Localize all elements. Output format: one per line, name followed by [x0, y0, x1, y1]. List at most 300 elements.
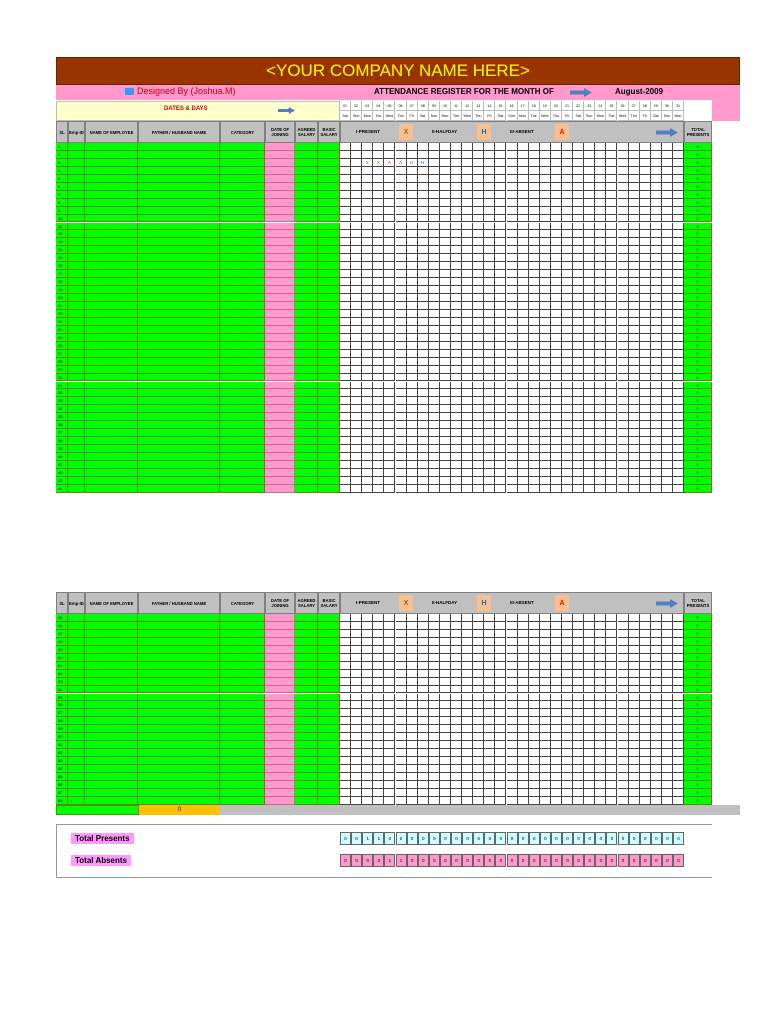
attendance-cell — [373, 167, 384, 175]
emp-id-cell — [68, 326, 85, 334]
attendance-cell — [618, 278, 629, 286]
basic-salary-cell — [318, 334, 340, 342]
attendance-cell — [340, 223, 351, 231]
attendance-cell — [573, 485, 584, 493]
basic-salary-cell — [318, 167, 340, 175]
attendance-cell — [618, 789, 629, 797]
attendance-cell — [584, 678, 595, 686]
category-cell — [220, 630, 265, 638]
agreed-salary-cell — [295, 469, 318, 477]
attendance-cell — [407, 749, 418, 757]
attendance-cell — [451, 302, 462, 310]
emp-id-cell — [68, 310, 85, 318]
attendance-cell — [451, 662, 462, 670]
attendance-cell — [551, 678, 562, 686]
attendance-cell — [507, 453, 518, 461]
date-cell: 14 — [484, 101, 495, 111]
agreed-salary-cell — [295, 286, 318, 294]
table-row — [0, 686, 712, 694]
attendance-cell — [373, 374, 384, 382]
attendance-cell — [540, 797, 551, 805]
name-cell — [85, 622, 138, 630]
attendance-cell — [629, 686, 640, 694]
attendance-cell — [440, 622, 451, 630]
attendance-cell — [618, 413, 629, 421]
attendance-cell — [640, 789, 651, 797]
doj-cell — [265, 405, 295, 413]
attendance-cell — [673, 686, 684, 694]
attendance-cell — [573, 334, 584, 342]
attendance-cell — [484, 413, 495, 421]
sl-cell: 4 — [56, 167, 68, 175]
attendance-cell — [606, 662, 617, 670]
attendance-cell — [618, 678, 629, 686]
attendance-cell — [606, 437, 617, 445]
attendance-cell — [573, 230, 584, 238]
row-total-cell: 0 — [684, 350, 712, 358]
attendance-cell — [373, 366, 384, 374]
attendance-cell — [384, 614, 395, 622]
attendance-cell — [529, 469, 540, 477]
attendance-cell — [618, 421, 629, 429]
row-total-cell: 0 — [684, 741, 712, 749]
attendance-cell — [595, 310, 606, 318]
basic-salary-cell — [318, 437, 340, 445]
table-row — [0, 757, 712, 765]
attendance-cell — [618, 614, 629, 622]
basic-salary-cell — [318, 175, 340, 183]
absent-code: A — [555, 595, 569, 611]
attendance-cell — [451, 686, 462, 694]
attendance-cell — [396, 310, 407, 318]
attendance-cell — [484, 789, 495, 797]
emp-id-cell — [68, 741, 85, 749]
total-absents-cell: 0 — [651, 854, 662, 867]
attendance-cell — [407, 286, 418, 294]
attendance-cell — [473, 789, 484, 797]
attendance-cell — [640, 230, 651, 238]
table-row — [0, 717, 712, 725]
attendance-cell — [640, 477, 651, 485]
attendance-cell — [529, 326, 540, 334]
attendance-cell — [340, 389, 351, 397]
father-name-cell — [138, 366, 220, 374]
attendance-cell — [396, 773, 407, 781]
attendance-cell — [651, 358, 662, 366]
attendance-cell — [518, 358, 529, 366]
attendance-cell — [473, 741, 484, 749]
attendance-cell — [495, 191, 506, 199]
category-cell — [220, 453, 265, 461]
attendance-cell — [606, 286, 617, 294]
attendance-cell — [507, 630, 518, 638]
attendance-cell — [518, 662, 529, 670]
attendance-cell — [606, 461, 617, 469]
category-cell — [220, 654, 265, 662]
attendance-cell — [518, 397, 529, 405]
father-name-cell — [138, 678, 220, 686]
attendance-cell — [584, 469, 595, 477]
attendance-cell — [507, 725, 518, 733]
attendance-cell — [562, 159, 573, 167]
attendance-cell — [484, 453, 495, 461]
attendance-cell — [651, 630, 662, 638]
attendance-cell — [651, 238, 662, 246]
attendance-cell — [529, 254, 540, 262]
emp-id-cell — [68, 207, 85, 215]
attendance-cell — [606, 191, 617, 199]
attendance-cell — [462, 199, 473, 207]
emp-id-cell — [68, 223, 85, 231]
attendance-cell — [418, 709, 429, 717]
name-header: NAME OF EMPLOYEE — [85, 121, 138, 143]
attendance-cell — [384, 469, 395, 477]
attendance-cell — [584, 405, 595, 413]
attendance-cell — [451, 366, 462, 374]
doj-cell — [265, 686, 295, 694]
attendance-cell — [484, 286, 495, 294]
attendance-cell — [462, 207, 473, 215]
attendance-cell — [351, 733, 362, 741]
attendance-cell — [662, 765, 673, 773]
attendance-cell — [462, 461, 473, 469]
emp-id-cell — [68, 429, 85, 437]
attendance-cell — [573, 254, 584, 262]
attendance-cell — [484, 246, 495, 254]
attendance-cell — [551, 405, 562, 413]
attendance-cell — [429, 453, 440, 461]
basic-salary-cell — [318, 614, 340, 622]
attendance-cell — [584, 614, 595, 622]
attendance-cell — [340, 143, 351, 151]
attendance-cell — [407, 646, 418, 654]
attendance-cell — [429, 749, 440, 757]
attendance-cell — [529, 215, 540, 223]
attendance-cell — [651, 614, 662, 622]
attendance-cell — [384, 342, 395, 350]
attendance-cell — [473, 469, 484, 477]
attendance-cell — [618, 445, 629, 453]
total-presents-cell: 0 — [529, 832, 540, 845]
attendance-cell — [451, 191, 462, 199]
emp-id-cell — [68, 143, 85, 151]
doj-cell — [265, 183, 295, 191]
attendance-cell — [407, 678, 418, 686]
father-name-cell — [138, 709, 220, 717]
basic-salary-cell — [318, 773, 340, 781]
total-absents-cell: 0 — [640, 854, 651, 867]
sl-cell: 67 — [56, 789, 68, 797]
category-cell — [220, 405, 265, 413]
row-total-cell: 0 — [684, 246, 712, 254]
attendance-cell — [462, 342, 473, 350]
attendance-cell — [373, 413, 384, 421]
attendance-cell — [351, 183, 362, 191]
attendance-cell — [484, 270, 495, 278]
attendance-cell — [373, 733, 384, 741]
table-row — [0, 183, 712, 191]
attendance-cell — [651, 789, 662, 797]
attendance-cell — [651, 477, 662, 485]
attendance-cell — [384, 405, 395, 413]
category-header: CATEGORY — [220, 121, 265, 143]
attendance-cell — [473, 191, 484, 199]
doj-cell — [265, 167, 295, 175]
attendance-cell — [507, 318, 518, 326]
sl-cell: 60 — [56, 733, 68, 741]
name-cell — [85, 286, 138, 294]
attendance-cell — [351, 429, 362, 437]
attendance-cell — [373, 286, 384, 294]
day-cell: Sun — [662, 111, 673, 121]
attendance-cell — [362, 741, 373, 749]
attendance-cell — [595, 445, 606, 453]
emp-id-cell — [68, 765, 85, 773]
attendance-cell — [451, 374, 462, 382]
attendance-cell — [373, 183, 384, 191]
table-row — [0, 773, 712, 781]
attendance-cell — [573, 686, 584, 694]
attendance-cell — [451, 278, 462, 286]
agreed-salary-cell — [295, 294, 318, 302]
attendance-cell — [451, 246, 462, 254]
attendance-cell — [396, 382, 407, 390]
attendance-cell — [529, 701, 540, 709]
name-cell — [85, 646, 138, 654]
attendance-cell — [407, 733, 418, 741]
table-row — [0, 389, 712, 397]
father-name-cell — [138, 207, 220, 215]
attendance-cell — [373, 445, 384, 453]
attendance-cell — [484, 223, 495, 231]
attendance-cell — [418, 765, 429, 773]
total-absents-cell: 0 — [562, 854, 573, 867]
attendance-cell — [640, 350, 651, 358]
attendance-cell — [518, 238, 529, 246]
attendance-cell — [551, 717, 562, 725]
attendance-cell — [529, 429, 540, 437]
attendance-cell — [462, 238, 473, 246]
attendance-cell — [429, 694, 440, 702]
attendance-cell — [606, 159, 617, 167]
attendance-cell — [340, 302, 351, 310]
attendance-cell — [673, 797, 684, 805]
agreed-salary-cell — [295, 358, 318, 366]
attendance-cell — [573, 694, 584, 702]
attendance-cell — [562, 143, 573, 151]
attendance-cell — [673, 413, 684, 421]
attendance-cell — [484, 646, 495, 654]
name-cell — [85, 215, 138, 223]
attendance-cell — [551, 175, 562, 183]
agreed-salary-cell — [295, 350, 318, 358]
attendance-cell — [396, 429, 407, 437]
row-total-cell: 0 — [684, 159, 712, 167]
attendance-cell — [606, 350, 617, 358]
attendance-cell — [529, 302, 540, 310]
attendance-cell — [518, 286, 529, 294]
agreed-salary-cell — [295, 773, 318, 781]
attendance-cell — [662, 789, 673, 797]
attendance-cell — [629, 429, 640, 437]
total-presents-cell: 0 — [673, 832, 684, 845]
table-row — [0, 797, 712, 805]
attendance-cell — [429, 334, 440, 342]
attendance-cell — [629, 717, 640, 725]
attendance-cell — [451, 238, 462, 246]
attendance-cell — [384, 286, 395, 294]
attendance-cell — [551, 485, 562, 493]
attendance-cell — [495, 725, 506, 733]
attendance-cell — [340, 246, 351, 254]
attendance-cell — [507, 429, 518, 437]
attendance-cell — [573, 310, 584, 318]
category-cell — [220, 733, 265, 741]
attendance-cell — [584, 246, 595, 254]
attendance-cell — [462, 318, 473, 326]
day-cell: Sun — [507, 111, 518, 121]
table-row — [0, 191, 712, 199]
attendance-cell — [673, 350, 684, 358]
attendance-cell — [495, 701, 506, 709]
attendance-cell — [562, 445, 573, 453]
attendance-cell — [362, 199, 373, 207]
attendance-cell — [384, 143, 395, 151]
sl-cell: 17 — [56, 270, 68, 278]
attendance-cell — [362, 694, 373, 702]
attendance-cell — [562, 701, 573, 709]
attendance-cell — [662, 238, 673, 246]
attendance-cell — [351, 294, 362, 302]
father-name-cell — [138, 310, 220, 318]
attendance-cell — [507, 733, 518, 741]
attendance-cell — [618, 358, 629, 366]
total-absents-cell: 1 — [396, 854, 407, 867]
attendance-cell — [573, 453, 584, 461]
attendance-cell — [473, 342, 484, 350]
attendance-cell — [429, 215, 440, 223]
attendance-cell — [373, 262, 384, 270]
attendance-cell — [462, 262, 473, 270]
attendance-cell — [451, 614, 462, 622]
attendance-cell — [551, 238, 562, 246]
attendance-cell — [673, 469, 684, 477]
attendance-cell — [484, 638, 495, 646]
attendance-cell — [551, 630, 562, 638]
attendance-cell — [462, 183, 473, 191]
day-cell: Sat — [651, 111, 662, 121]
attendance-cell — [418, 215, 429, 223]
father-name-cell — [138, 638, 220, 646]
day-cell: Fri — [484, 111, 495, 121]
attendance-cell — [507, 326, 518, 334]
attendance-cell — [340, 294, 351, 302]
attendance-cell — [562, 167, 573, 175]
attendance-cell — [351, 334, 362, 342]
category-cell — [220, 270, 265, 278]
attendance-cell — [584, 709, 595, 717]
attendance-cell — [351, 382, 362, 390]
attendance-cell — [362, 765, 373, 773]
attendance-cell — [673, 199, 684, 207]
attendance-cell — [529, 175, 540, 183]
attendance-cell — [451, 445, 462, 453]
row-total-cell: 0 — [684, 797, 712, 805]
attendance-cell — [495, 389, 506, 397]
category-cell — [220, 757, 265, 765]
attendance-cell — [651, 342, 662, 350]
attendance-cell — [640, 199, 651, 207]
attendance-cell — [373, 382, 384, 390]
attendance-cell — [640, 614, 651, 622]
name-cell — [85, 670, 138, 678]
attendance-cell — [551, 143, 562, 151]
attendance-cell — [484, 421, 495, 429]
attendance-cell — [573, 151, 584, 159]
attendance-cell — [618, 485, 629, 493]
attendance-cell — [340, 175, 351, 183]
attendance-cell — [495, 413, 506, 421]
row-total-cell: 0 — [684, 781, 712, 789]
attendance-cell — [540, 223, 551, 231]
attendance-cell — [440, 262, 451, 270]
basic-salary-cell — [318, 709, 340, 717]
row-total-cell: 0 — [684, 334, 712, 342]
doj-cell — [265, 310, 295, 318]
attendance-cell — [495, 678, 506, 686]
month-value: August-2009 — [615, 87, 664, 96]
attendance-cell — [584, 741, 595, 749]
attendance-cell — [618, 334, 629, 342]
attendance-cell — [384, 765, 395, 773]
attendance-cell — [573, 781, 584, 789]
attendance-cell — [451, 405, 462, 413]
basic-salary-cell — [318, 453, 340, 461]
attendance-cell — [340, 773, 351, 781]
attendance-cell — [662, 749, 673, 757]
attendance-cell — [562, 318, 573, 326]
attendance-cell — [340, 678, 351, 686]
name-cell — [85, 350, 138, 358]
attendance-cell — [551, 246, 562, 254]
attendance-cell — [595, 797, 606, 805]
attendance-cell — [629, 397, 640, 405]
attendance-cell — [351, 358, 362, 366]
agreed-salary-cell — [295, 151, 318, 159]
day-cell: Sat — [495, 111, 506, 121]
table-row — [0, 207, 712, 215]
attendance-cell — [451, 725, 462, 733]
sl-cell: 3 — [56, 159, 68, 167]
attendance-cell — [573, 437, 584, 445]
attendance-cell — [396, 207, 407, 215]
attendance-cell — [662, 654, 673, 662]
attendance-cell — [540, 286, 551, 294]
attendance-cell — [629, 445, 640, 453]
basic-salary-cell — [318, 223, 340, 231]
row-total-cell: 0 — [684, 646, 712, 654]
name-cell — [85, 262, 138, 270]
attendance-cell — [473, 223, 484, 231]
attendance-cell — [507, 717, 518, 725]
attendance-cell — [384, 445, 395, 453]
attendance-cell — [451, 183, 462, 191]
attendance-cell — [451, 207, 462, 215]
attendance-cell — [673, 318, 684, 326]
attendance-cell — [473, 405, 484, 413]
attendance-cell — [362, 223, 373, 231]
sl-cell: 5 — [56, 175, 68, 183]
